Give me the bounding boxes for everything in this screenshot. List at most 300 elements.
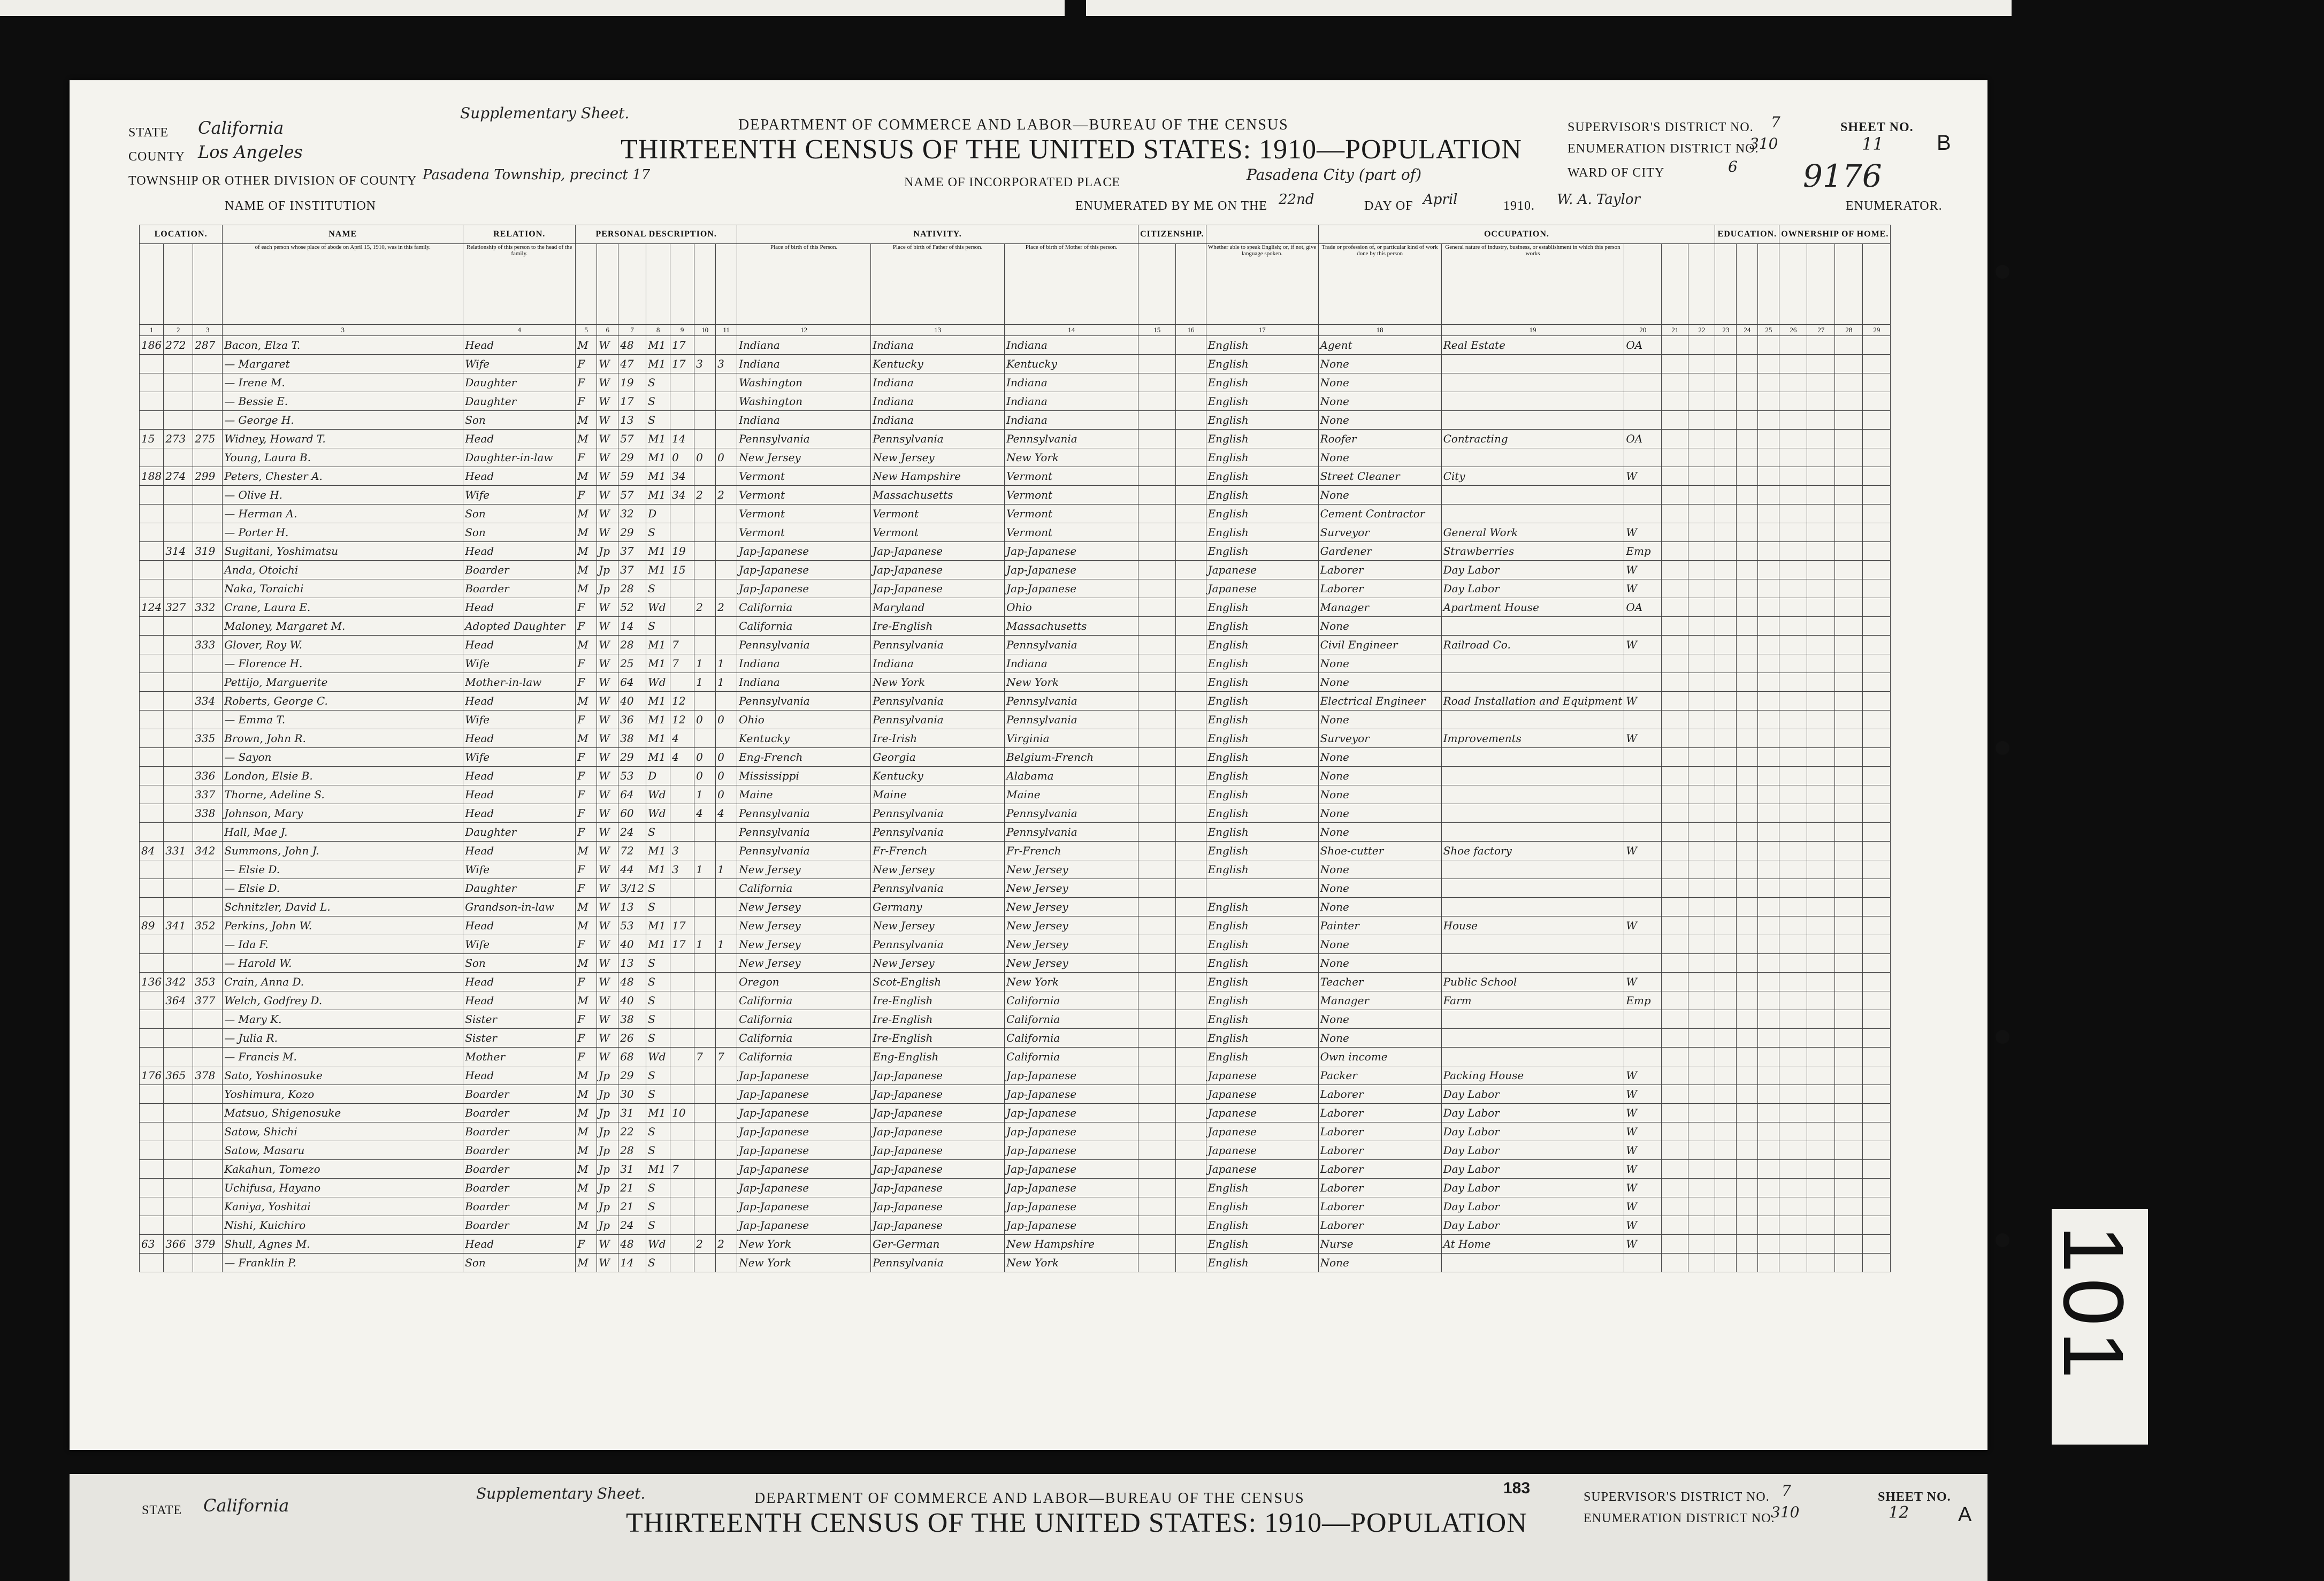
cell-free — [1807, 785, 1835, 804]
cell-birthplace: Washington — [737, 373, 871, 392]
cell-weeks-out — [1688, 954, 1715, 973]
cell-person-name: Welch, Godfrey D. — [223, 991, 463, 1010]
cell-relation: Daughter — [463, 823, 576, 842]
cell-sex: M — [576, 898, 597, 916]
cell-read — [1715, 598, 1737, 617]
cell-industry: Public School — [1441, 973, 1624, 991]
cell-children-living: 2 — [716, 486, 737, 505]
cell-school — [1758, 1216, 1779, 1235]
cell-weeks-out — [1688, 804, 1715, 823]
cell-children-living: 1 — [716, 654, 737, 673]
cell-father-birthplace: Scot-English — [871, 973, 1005, 991]
cell-marital-status: Wd — [646, 1048, 670, 1066]
cell-person-name: Kakahun, Tomezo — [223, 1160, 463, 1179]
cell-language: English — [1206, 448, 1318, 467]
cell-read — [1715, 1160, 1737, 1179]
cell-children-living — [716, 898, 737, 916]
cell-read — [1715, 823, 1737, 842]
cell-person-name: Uchifusa, Hayano — [223, 1179, 463, 1197]
cell-trade: Packer — [1318, 1066, 1441, 1085]
cell-free — [1807, 860, 1835, 879]
cell-relation: Adopted Daughter — [463, 617, 576, 636]
cell-farm — [1835, 1104, 1863, 1122]
cell-schedule — [1863, 1235, 1891, 1254]
cell-schedule — [1863, 711, 1891, 729]
cell-farm — [1835, 1197, 1863, 1216]
cell-immigration-year — [1138, 561, 1176, 579]
cell-sex: M — [576, 692, 597, 711]
cell-employer-status — [1624, 505, 1662, 523]
cell-read — [1715, 392, 1737, 411]
cell-write — [1737, 1048, 1758, 1066]
cell-relation: Wife — [463, 748, 576, 767]
cell-dwelling-number — [164, 654, 193, 673]
table-row — [140, 1122, 1891, 1141]
cell-sex: M — [576, 991, 597, 1010]
cell-children-born: 7 — [694, 1048, 716, 1066]
next-sheet-header — [70, 1474, 1987, 1581]
cell-industry: City — [1441, 467, 1624, 486]
cell-marital-status: S — [646, 1029, 670, 1048]
cell-race: W — [597, 767, 618, 785]
cell-read — [1715, 336, 1737, 355]
cell-person-name: Bacon, Elza T. — [223, 336, 463, 355]
cell-years-married — [670, 973, 694, 991]
census-table-wrap — [139, 225, 1891, 1272]
cell-out-of-work — [1662, 767, 1688, 785]
cell-birthplace: Indiana — [737, 654, 871, 673]
cell-naturalization — [1176, 973, 1206, 991]
cell-person-name: — Sayon — [223, 748, 463, 767]
cell-school — [1758, 542, 1779, 561]
cell-age: 53 — [618, 916, 646, 935]
cell-school — [1758, 579, 1779, 598]
cell-children-born — [694, 430, 716, 448]
column-number-row: 1 2 3 3 4 5 6 7 8 9 10 11 12 13 14 15 16 17 18 19 20 21 22 23 24 25 26 27 28 29 — [140, 325, 1891, 336]
cell-house-number — [140, 523, 164, 542]
cell-dwelling-number — [164, 711, 193, 729]
cell-farm — [1835, 1254, 1863, 1272]
cell-trade: Laborer — [1318, 1085, 1441, 1104]
cell-sex: F — [576, 673, 597, 692]
cell-out-of-work — [1662, 785, 1688, 804]
cell-weeks-out — [1688, 467, 1715, 486]
table-row — [140, 785, 1891, 804]
cell-schedule — [1863, 991, 1891, 1010]
table-row — [140, 1216, 1891, 1235]
cell-person-name: Hall, Mae J. — [223, 823, 463, 842]
cell-children-living — [716, 636, 737, 654]
cell-farm — [1835, 1122, 1863, 1141]
cell-person-name: Maloney, Margaret M. — [223, 617, 463, 636]
cell-dwelling-number — [164, 1160, 193, 1179]
cell-school — [1758, 1066, 1779, 1085]
cell-read — [1715, 1122, 1737, 1141]
cell-farm — [1835, 336, 1863, 355]
cell-father-birthplace: Pennsylvania — [871, 879, 1005, 898]
cell-race: W — [597, 748, 618, 767]
cell-trade: None — [1318, 411, 1441, 430]
cell-immigration-year — [1138, 1066, 1176, 1085]
cell-immigration-year — [1138, 1048, 1176, 1066]
cell-language: English — [1206, 467, 1318, 486]
cell-person-name: — Elsie D. — [223, 860, 463, 879]
cell-age: 52 — [618, 598, 646, 617]
cell-children-born — [694, 1085, 716, 1104]
cell-marital-status: M1 — [646, 692, 670, 711]
cell-schedule — [1863, 954, 1891, 973]
cell-children-born: 2 — [694, 486, 716, 505]
cell-dwelling-number — [164, 1254, 193, 1272]
cell-father-birthplace: Pennsylvania — [871, 636, 1005, 654]
cell-children-living — [716, 1122, 737, 1141]
cell-weeks-out — [1688, 542, 1715, 561]
group-ownership: OWNERSHIP OF HOME. — [1779, 225, 1891, 244]
cell-farm — [1835, 392, 1863, 411]
cell-marital-status: M1 — [646, 561, 670, 579]
cell-age: 64 — [618, 785, 646, 804]
cell-relation: Wife — [463, 654, 576, 673]
cell-house-number — [140, 486, 164, 505]
cell-dwelling-number — [164, 448, 193, 467]
cell-immigration-year — [1138, 430, 1176, 448]
cell-owned — [1779, 804, 1807, 823]
cell-owned — [1779, 1179, 1807, 1197]
cell-language: English — [1206, 842, 1318, 860]
cell-out-of-work — [1662, 598, 1688, 617]
cell-age: 48 — [618, 336, 646, 355]
cell-trade: Laborer — [1318, 1160, 1441, 1179]
cell-immigration-year — [1138, 1235, 1176, 1254]
cell-weeks-out — [1688, 1085, 1715, 1104]
cell-industry — [1441, 355, 1624, 373]
cell-children-living — [716, 411, 737, 430]
cell-years-married — [670, 804, 694, 823]
cell-school — [1758, 729, 1779, 748]
cell-race: W — [597, 991, 618, 1010]
cell-sex: F — [576, 617, 597, 636]
cell-free — [1807, 654, 1835, 673]
cell-trade: None — [1318, 711, 1441, 729]
cell-schedule — [1863, 1010, 1891, 1029]
cell-father-birthplace: Maine — [871, 785, 1005, 804]
cell-sex: F — [576, 598, 597, 617]
cell-family-number — [193, 1010, 223, 1029]
cell-farm — [1835, 1235, 1863, 1254]
cell-family-number — [193, 954, 223, 973]
table-row — [140, 486, 1891, 505]
county-value: Los Angeles — [198, 142, 303, 162]
cell-children-living: 0 — [716, 767, 737, 785]
cell-mother-birthplace: Indiana — [1005, 654, 1138, 673]
cell-years-married: 4 — [670, 729, 694, 748]
cell-years-married — [670, 991, 694, 1010]
cell-race: W — [597, 692, 618, 711]
cell-years-married — [670, 523, 694, 542]
cell-write — [1737, 467, 1758, 486]
cell-immigration-year — [1138, 916, 1176, 935]
cell-owned — [1779, 505, 1807, 523]
cell-weeks-out — [1688, 336, 1715, 355]
cell-family-number — [193, 1254, 223, 1272]
cell-house-number — [140, 636, 164, 654]
cell-mother-birthplace: New York — [1005, 973, 1138, 991]
cell-naturalization — [1176, 654, 1206, 673]
cell-farm — [1835, 898, 1863, 916]
cell-immigration-year — [1138, 748, 1176, 767]
census-sheet — [70, 80, 1987, 1450]
cell-years-married: 34 — [670, 467, 694, 486]
cell-marital-status: Wd — [646, 673, 670, 692]
cell-children-living — [716, 954, 737, 973]
cell-age: 40 — [618, 935, 646, 954]
cell-school — [1758, 1122, 1779, 1141]
ward-value: 6 — [1728, 158, 1738, 175]
cell-schedule — [1863, 767, 1891, 785]
cell-father-birthplace: Pennsylvania — [871, 711, 1005, 729]
cell-weeks-out — [1688, 973, 1715, 991]
cell-birthplace: Jap-Japanese — [737, 1141, 871, 1160]
cell-employer-status: OA — [1624, 336, 1662, 355]
cell-language: English — [1206, 542, 1318, 561]
cell-dwelling-number — [164, 1141, 193, 1160]
cell-out-of-work — [1662, 411, 1688, 430]
cell-children-living: 0 — [716, 448, 737, 467]
table-row — [140, 1010, 1891, 1029]
cell-mother-birthplace: New Jersey — [1005, 954, 1138, 973]
cell-dwelling-number — [164, 411, 193, 430]
cell-sex: M — [576, 411, 597, 430]
cell-farm — [1835, 954, 1863, 973]
cell-person-name: Shull, Agnes M. — [223, 1235, 463, 1254]
cell-trade: None — [1318, 486, 1441, 505]
cell-father-birthplace: Jap-Japanese — [871, 1179, 1005, 1197]
cell-language: English — [1206, 392, 1318, 411]
cell-family-number — [193, 1141, 223, 1160]
cell-mother-birthplace: Pennsylvania — [1005, 711, 1138, 729]
cell-age: 29 — [618, 748, 646, 767]
cell-language: English — [1206, 973, 1318, 991]
cell-children-born — [694, 898, 716, 916]
cell-mother-birthplace: Pennsylvania — [1005, 823, 1138, 842]
cell-birthplace: Jap-Japanese — [737, 1122, 871, 1141]
cell-language: English — [1206, 916, 1318, 935]
cell-school — [1758, 430, 1779, 448]
cell-mother-birthplace: Kentucky — [1005, 355, 1138, 373]
cell-house-number — [140, 579, 164, 598]
cell-write — [1737, 1216, 1758, 1235]
cell-farm — [1835, 579, 1863, 598]
cell-mother-birthplace: New Jersey — [1005, 916, 1138, 935]
cell-immigration-year — [1138, 467, 1176, 486]
cell-industry: Day Labor — [1441, 1179, 1624, 1197]
cell-trade: Gardener — [1318, 542, 1441, 561]
cell-owned — [1779, 935, 1807, 954]
cell-industry — [1441, 860, 1624, 879]
cell-employer-status: Emp — [1624, 991, 1662, 1010]
cell-race: W — [597, 392, 618, 411]
cell-industry — [1441, 879, 1624, 898]
cell-birthplace: New Jersey — [737, 916, 871, 935]
cell-out-of-work — [1662, 467, 1688, 486]
cell-owned — [1779, 748, 1807, 767]
sheet-gap — [1065, 0, 1086, 16]
table-row — [140, 991, 1891, 1010]
cell-free — [1807, 598, 1835, 617]
cell-read — [1715, 785, 1737, 804]
cell-house-number — [140, 1216, 164, 1235]
cell-school — [1758, 692, 1779, 711]
cell-age: 24 — [618, 1216, 646, 1235]
group-nativity: NATIVITY. — [737, 225, 1138, 244]
table-row — [140, 935, 1891, 954]
cell-free — [1807, 430, 1835, 448]
cell-years-married: 7 — [670, 654, 694, 673]
table-row — [140, 860, 1891, 879]
cell-language: English — [1206, 729, 1318, 748]
cell-weeks-out — [1688, 598, 1715, 617]
table-row — [140, 561, 1891, 579]
cell-children-living — [716, 336, 737, 355]
cell-write — [1737, 916, 1758, 935]
cell-birthplace: Maine — [737, 785, 871, 804]
cell-father-birthplace: Ire-Irish — [871, 729, 1005, 748]
cell-children-born: 0 — [694, 711, 716, 729]
cell-children-born — [694, 879, 716, 898]
cell-birthplace: Indiana — [737, 355, 871, 373]
cell-free — [1807, 1085, 1835, 1104]
cell-children-living — [716, 392, 737, 411]
cell-dwelling-number — [164, 523, 193, 542]
cell-owned — [1779, 411, 1807, 430]
cell-family-number: 342 — [193, 842, 223, 860]
cell-write — [1737, 392, 1758, 411]
county-label: COUNTY — [128, 150, 185, 164]
cell-family-number: 319 — [193, 542, 223, 561]
cell-marital-status: M1 — [646, 748, 670, 767]
cell-owned — [1779, 617, 1807, 636]
birth-desc: Place of birth of this Person. — [737, 244, 871, 325]
cell-farm — [1835, 467, 1863, 486]
cell-house-number — [140, 1179, 164, 1197]
cell-owned — [1779, 879, 1807, 898]
cell-naturalization — [1176, 1179, 1206, 1197]
cell-marital-status: M1 — [646, 729, 670, 748]
cell-sex: F — [576, 355, 597, 373]
cell-owned — [1779, 991, 1807, 1010]
cell-industry: Day Labor — [1441, 1216, 1624, 1235]
cell-industry: Day Labor — [1441, 561, 1624, 579]
cell-marital-status: M1 — [646, 467, 670, 486]
cell-write — [1737, 355, 1758, 373]
cell-age: 48 — [618, 973, 646, 991]
cell-farm — [1835, 636, 1863, 654]
cell-birthplace: Indiana — [737, 411, 871, 430]
cell-out-of-work — [1662, 823, 1688, 842]
cell-school — [1758, 1085, 1779, 1104]
cell-race: W — [597, 467, 618, 486]
cell-language: English — [1206, 785, 1318, 804]
cell-weeks-out — [1688, 505, 1715, 523]
table-row — [140, 673, 1891, 692]
cell-dwelling-number — [164, 617, 193, 636]
cell-language: English — [1206, 954, 1318, 973]
cell-children-born — [694, 392, 716, 411]
cell-family-number: 378 — [193, 1066, 223, 1085]
cell-family-number — [193, 1160, 223, 1179]
cell-dwelling-number — [164, 673, 193, 692]
cell-children-living — [716, 692, 737, 711]
cell-family-number: 333 — [193, 636, 223, 654]
cell-weeks-out — [1688, 448, 1715, 467]
cell-family-number — [193, 935, 223, 954]
cell-trade: Surveyor — [1318, 729, 1441, 748]
cell-trade: Electrical Engineer — [1318, 692, 1441, 711]
cell-language: Japanese — [1206, 579, 1318, 598]
cell-out-of-work — [1662, 392, 1688, 411]
cell-family-number — [193, 392, 223, 411]
cell-language: English — [1206, 898, 1318, 916]
cell-family-number: 332 — [193, 598, 223, 617]
cell-children-living: 0 — [716, 711, 737, 729]
cell-school — [1758, 711, 1779, 729]
cell-owned — [1779, 1254, 1807, 1272]
cell-schedule — [1863, 935, 1891, 954]
table-row — [140, 1235, 1891, 1254]
cell-race: W — [597, 336, 618, 355]
cell-mother-birthplace: Indiana — [1005, 373, 1138, 392]
cell-age: 32 — [618, 505, 646, 523]
cell-person-name: — Bessie E. — [223, 392, 463, 411]
cell-immigration-year — [1138, 392, 1176, 411]
cell-family-number — [193, 823, 223, 842]
cell-father-birthplace: Vermont — [871, 505, 1005, 523]
cell-years-married: 3 — [670, 842, 694, 860]
table-row — [140, 1197, 1891, 1216]
table-row — [140, 1048, 1891, 1066]
cell-free — [1807, 1160, 1835, 1179]
cell-employer-status — [1624, 411, 1662, 430]
cell-house-number — [140, 1141, 164, 1160]
cell-house-number — [140, 1254, 164, 1272]
cell-school — [1758, 973, 1779, 991]
cell-family-number — [193, 1104, 223, 1122]
cell-industry: Railroad Co. — [1441, 636, 1624, 654]
cell-write — [1737, 1085, 1758, 1104]
cell-weeks-out — [1688, 991, 1715, 1010]
cell-school — [1758, 1048, 1779, 1066]
cell-immigration-year — [1138, 879, 1176, 898]
cell-race: W — [597, 898, 618, 916]
cell-trade: Laborer — [1318, 1197, 1441, 1216]
cell-children-living: 0 — [716, 785, 737, 804]
cell-sex: M — [576, 1216, 597, 1235]
cell-age: 28 — [618, 636, 646, 654]
cell-write — [1737, 954, 1758, 973]
cell-immigration-year — [1138, 711, 1176, 729]
cell-out-of-work — [1662, 336, 1688, 355]
cell-marital-status: S — [646, 1197, 670, 1216]
cell-trade: None — [1318, 860, 1441, 879]
cell-house-number — [140, 1010, 164, 1029]
cell-naturalization — [1176, 467, 1206, 486]
cell-dwelling-number — [164, 785, 193, 804]
cell-children-born — [694, 1160, 716, 1179]
cell-age: 31 — [618, 1104, 646, 1122]
cell-years-married — [670, 1235, 694, 1254]
cell-relation: Daughter — [463, 879, 576, 898]
cell-free — [1807, 467, 1835, 486]
